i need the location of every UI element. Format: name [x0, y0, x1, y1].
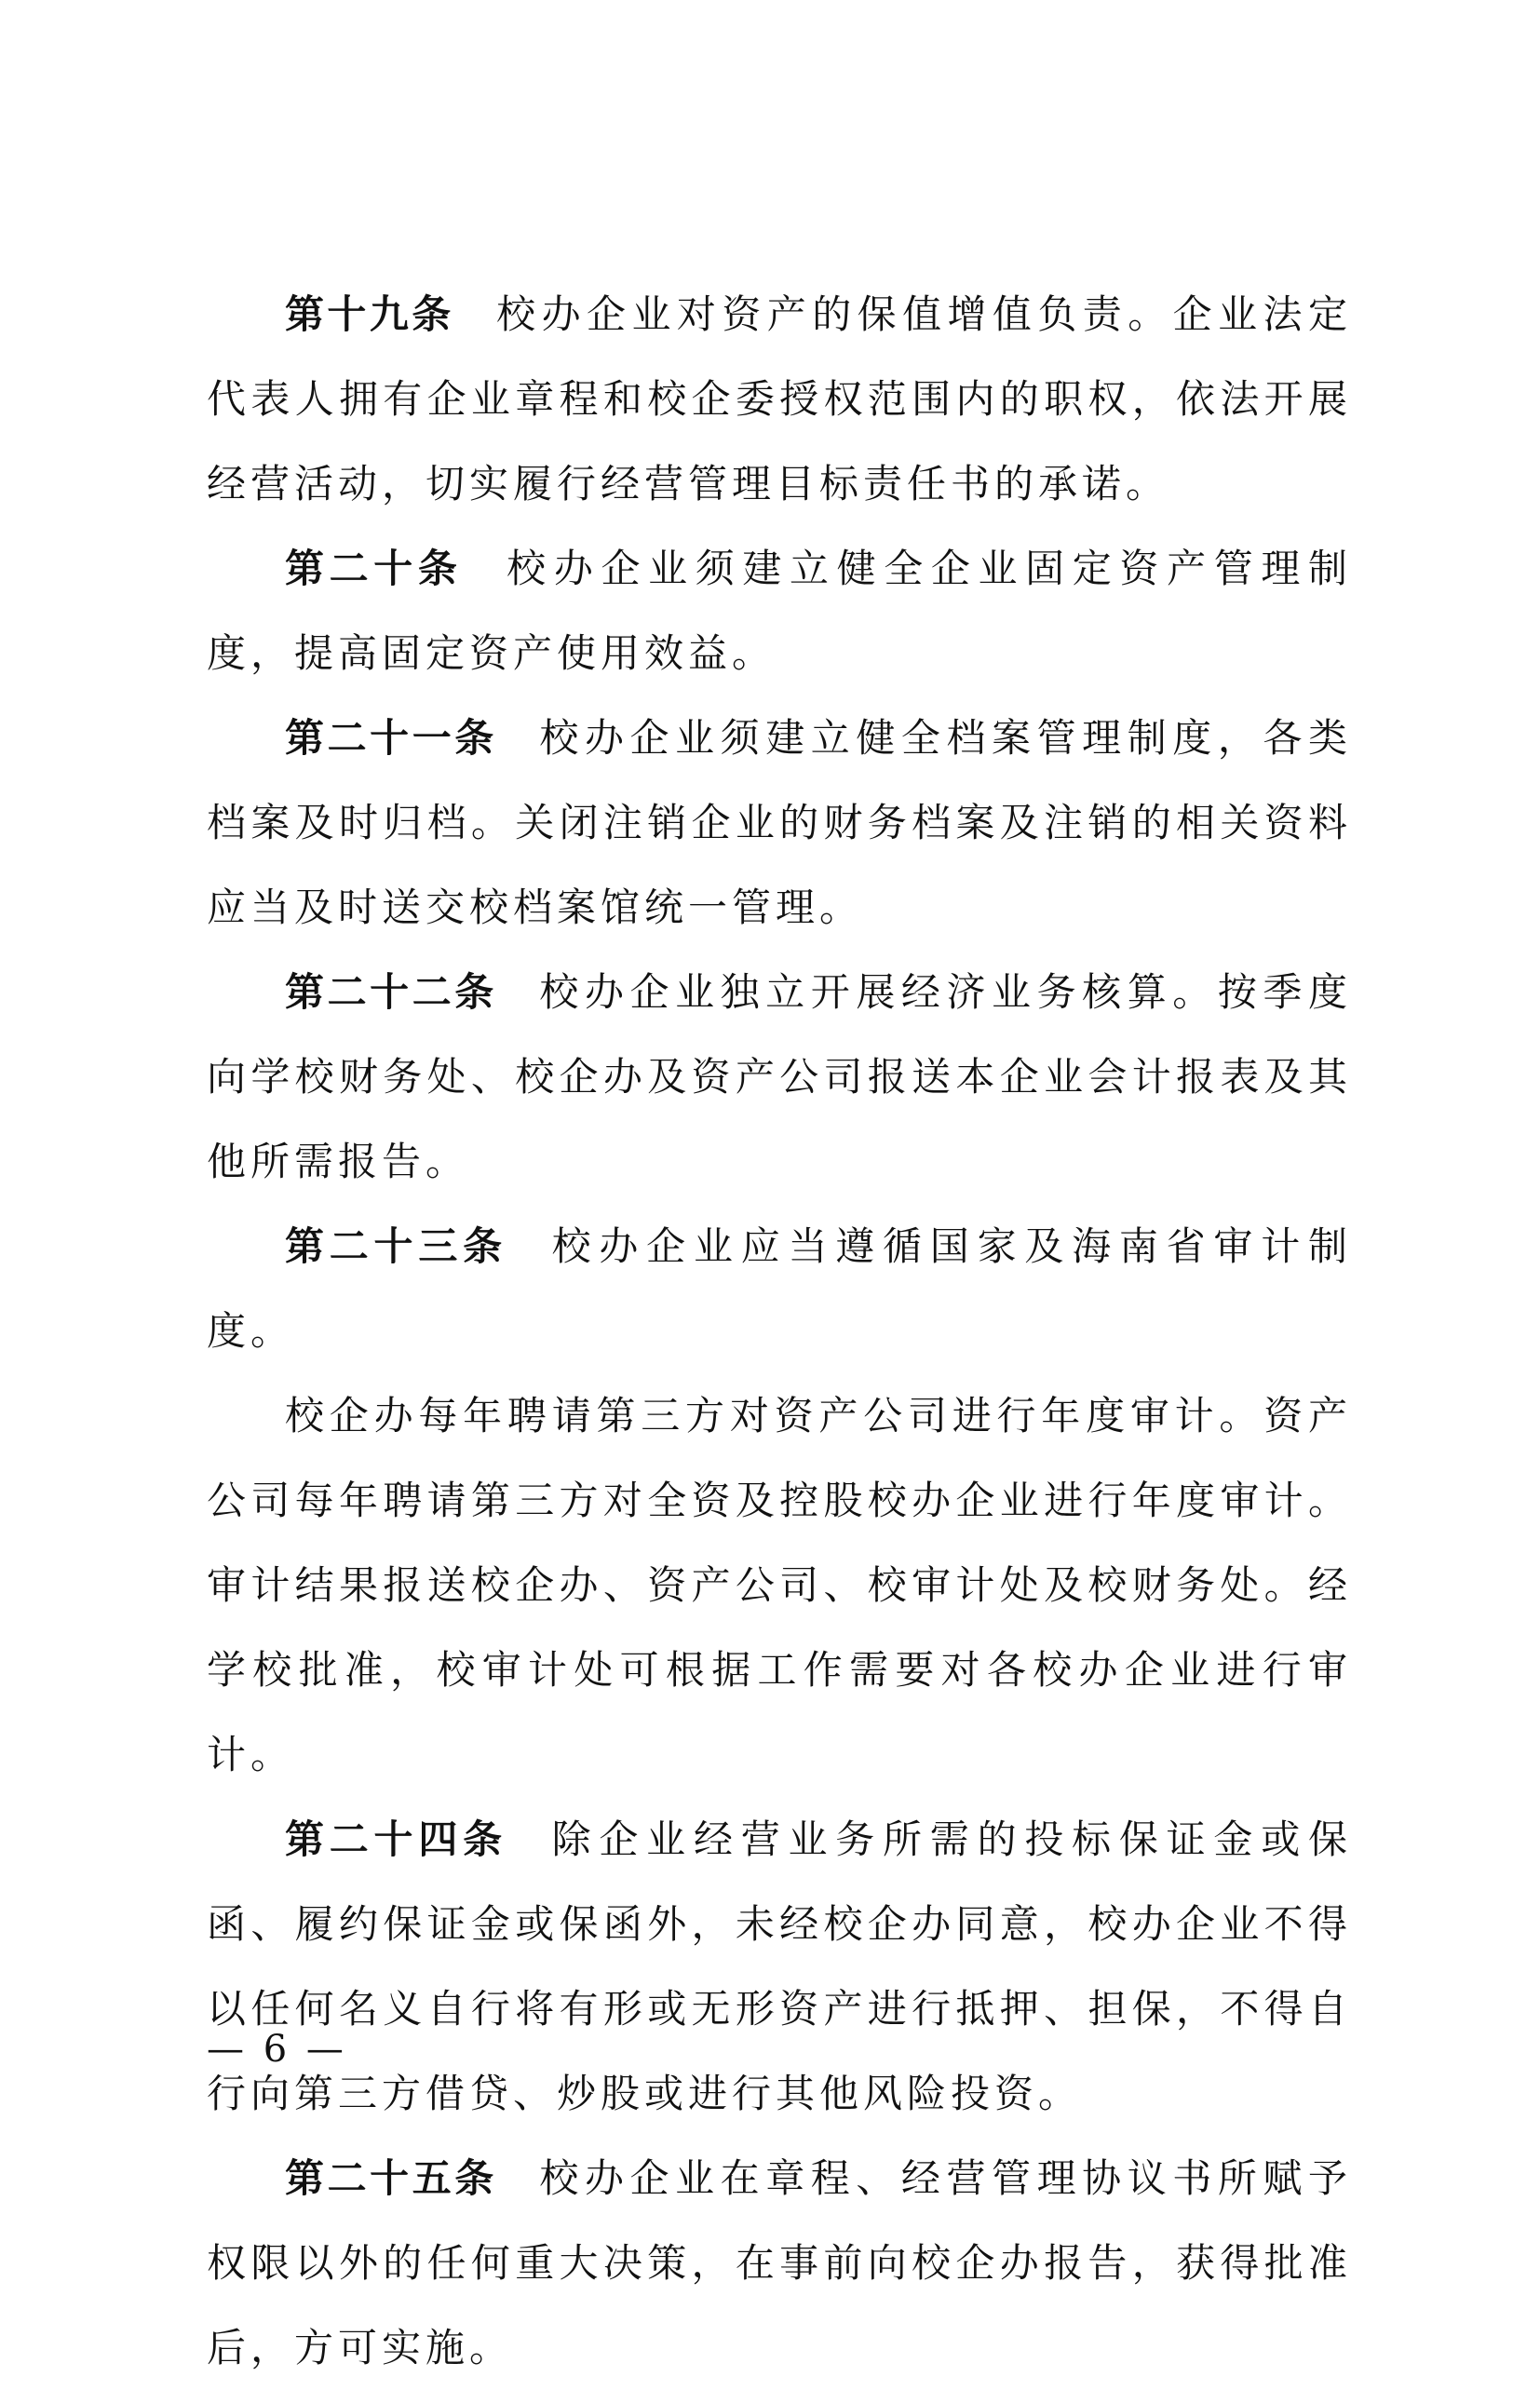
- article-heading: 第二十二条: [285, 969, 497, 1015]
- article-body: 校企办每年聘请第三方对资产公司进行年度审计。资产公司每年聘请第三方对全资及控股校办企业进行年度审计。审计结果报送校企办、资产公司、校审计处及校财务处。经学校批准，校审计处可根据工作需要对各校办企业进行审计。: [207, 1393, 1352, 1777]
- article-21: [207, 695, 1352, 950]
- article-body: 校办企业在章程、经营管理协议书所赋予权限以外的任何重大决策，在事前向校企办报告，获得批准后，方可实施。: [207, 2155, 1352, 2370]
- article-body: 校办企业对资产的保值增值负责。企业法定代表人拥有企业章程和校企委授权范围内的职权，依法开展经营活动，切实履行经营管理目标责任书的承诺。: [207, 291, 1352, 506]
- article-body: 校办企业应当遵循国家及海南省审计制度。: [207, 1223, 1352, 1354]
- document-page: [207, 272, 1352, 2390]
- article-heading: 第二十四条: [285, 1816, 507, 1862]
- article-25: [207, 2136, 1352, 2390]
- page-number: — 6 —: [207, 2028, 347, 2071]
- article-24: [207, 1797, 1352, 2136]
- article-heading: 第二十五条: [285, 2155, 497, 2201]
- article-23: [207, 1204, 1352, 1373]
- article-heading: 第二十三条: [285, 1223, 507, 1269]
- article-body: 校办企业须建立健全档案管理制度，各类档案及时归档。关闭注销企业的财务档案及注销的相关资料应当及时送交校档案馆统一管理。: [207, 715, 1352, 930]
- article-23-continuation: [207, 1373, 1352, 1797]
- article-19: [207, 272, 1352, 526]
- article-body: 校办企业独立开展经济业务核算。按季度向学校财务处、校企办及资产公司报送本企业会计报表及其他所需报告。: [207, 969, 1352, 1184]
- article-heading: 第二十条: [285, 546, 463, 591]
- article-heading: 第二十一条: [285, 715, 497, 761]
- article-heading: 第十九条: [285, 291, 454, 337]
- article-20: [207, 526, 1352, 695]
- article-body: 除企业经营业务所需的投标保证金或保函、履约保证金或保函外，未经校企办同意，校办企业不得以任何名义自行将有形或无形资产进行抵押、担保，不得自行向第三方借贷、炒股或进行其他风险投资。: [207, 1816, 1352, 2116]
- article-body: 校办企业须建立健全企业固定资产管理制度，提高固定资产使用效益。: [207, 546, 1352, 676]
- article-22: [207, 950, 1352, 1204]
